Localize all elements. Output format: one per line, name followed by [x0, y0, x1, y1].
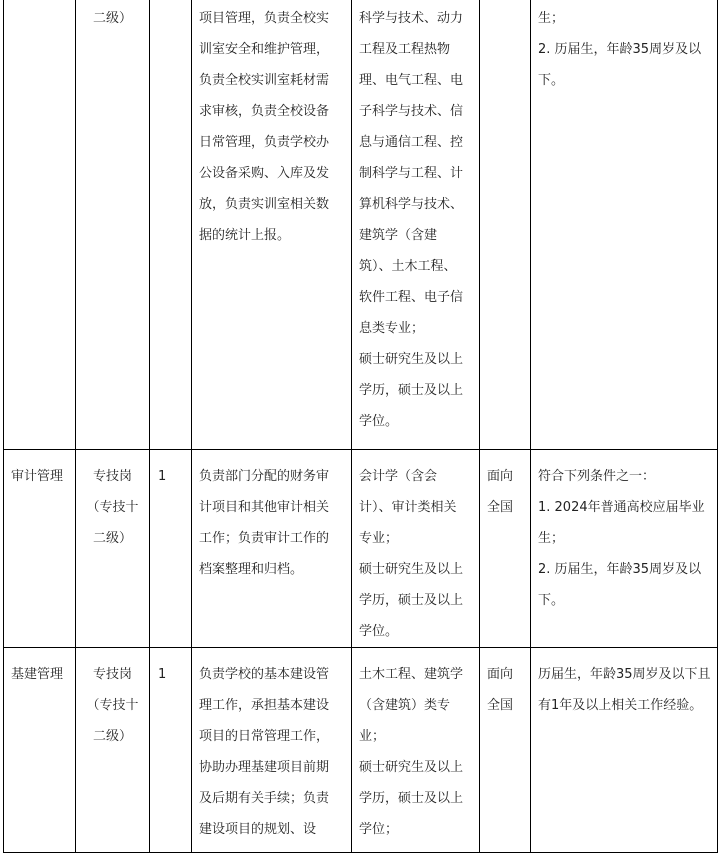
- cell-text-line: 会计学（含会: [359, 469, 438, 484]
- table-row: [4, 0, 718, 450]
- cell-text-line: 项目管理，负责全校实: [199, 11, 330, 26]
- cell-text-line: 2. 历届生，年龄35周岁及以: [538, 42, 702, 57]
- cell-text-line: 业；: [359, 729, 386, 744]
- cell-text-line: 日常管理，负责学校办: [199, 135, 330, 150]
- cell-text-line: 硕士研究生及以上: [359, 760, 464, 775]
- recruitment-scope-cell: [480, 648, 531, 853]
- recruitment-scope-cell: [480, 0, 531, 450]
- cell-text-line: 生；: [538, 531, 565, 546]
- cell-text-line: 面向: [487, 469, 514, 484]
- cell-text-line: 全国: [487, 698, 514, 713]
- cell-text-line: 历届生，年龄35周岁及以下且有1年及以上相关工作经验。: [538, 667, 711, 713]
- position-type-cell: [76, 648, 150, 853]
- major-requirement-cell: [352, 648, 480, 853]
- recruitment-table: [3, 0, 718, 853]
- cell-text-line: 学位。: [359, 624, 399, 639]
- job-duties-cell: [192, 450, 352, 648]
- table-row: [4, 648, 718, 853]
- cell-text-line: 计）、审计类相关: [359, 500, 457, 515]
- cell-text-line: 生；: [538, 11, 565, 26]
- cell-text-line: 及后期有关手续；负责: [199, 791, 330, 806]
- cell-text-line: 1. 2024年普通高校应届毕业: [538, 500, 705, 515]
- cell-text: 1: [158, 667, 167, 682]
- cell-text-line: 专技岗: [92, 469, 132, 484]
- headcount-cell: [150, 450, 192, 648]
- position-type-cell: [76, 0, 150, 450]
- cell-text-line: 学位；: [359, 822, 399, 837]
- cell-text-line: 子科学与技术、信: [359, 104, 464, 119]
- cell-text-line: 2. 历届生，年龄35周岁及以: [538, 562, 702, 577]
- cell-text-line: 硕士研究生及以上: [359, 562, 464, 577]
- department-cell: [4, 0, 76, 450]
- cell-text-line: 理工作，承担基本建设: [199, 698, 330, 713]
- cell-text-line: 基建管理: [11, 667, 64, 682]
- job-duties-cell: [192, 0, 352, 450]
- cell-text-line: 科学与技术、动力: [359, 11, 464, 26]
- cell-text-line: 建筑学（含建: [359, 228, 438, 243]
- cell-text-line: 面向: [487, 667, 514, 682]
- department-cell: [4, 450, 76, 648]
- cell-text-line: 专技岗: [92, 667, 132, 682]
- cell-text-line: 负责全校实训室耗材需: [199, 73, 330, 88]
- cell-text-line: 下。: [538, 593, 565, 608]
- cell-text-line: 学历，硕士及以上: [359, 593, 464, 608]
- cell-text-line: （专技十: [86, 698, 139, 713]
- major-requirement-cell: [352, 450, 480, 648]
- cell-text-line: 建设项目的规划、设: [199, 822, 317, 837]
- recruitment-scope-cell: [480, 450, 531, 648]
- cell-text-line: 符合下列条件之一：: [538, 469, 656, 484]
- cell-text-line: 硕士研究生及以上: [359, 352, 464, 367]
- cell-text-line: 放，负责实训室相关数: [199, 197, 330, 212]
- other-conditions-cell: [531, 450, 718, 648]
- cell-text-line: （含建筑）类专: [359, 698, 451, 713]
- table-row: [4, 450, 718, 648]
- cell-text-line: 二级）: [92, 729, 132, 744]
- cell-text-line: 理、电气工程、电: [359, 73, 464, 88]
- major-requirement-cell: [352, 0, 480, 450]
- cell-text-line: 筑）、土木工程、: [359, 259, 457, 274]
- cell-text-line: 负责部门分配的财务审: [199, 469, 330, 484]
- cell-text-line: 全国: [487, 500, 514, 515]
- cell-text-line: 学位。: [359, 414, 399, 429]
- cell-text-line: 学历，硕士及以上: [359, 791, 464, 806]
- cell-text-line: 计项目和其他审计相关: [199, 500, 330, 515]
- cell-text-line: 求审核，负责全校设备: [199, 104, 330, 119]
- cell-text-line: 制科学与工程、计: [359, 166, 464, 181]
- cell-text-line: 专业；: [359, 531, 399, 546]
- cell-text-line: 据的统计上报。: [199, 228, 291, 243]
- cell-text-line: 公设备采购、入库及发: [199, 166, 330, 181]
- cell-text-line: 息与通信工程、控: [359, 135, 464, 150]
- other-conditions-cell: [531, 648, 718, 853]
- cell-text-line: 软件工程、电子信: [359, 290, 464, 305]
- cell-text-line: （专技十: [86, 500, 139, 515]
- cell-text-line: 工作；负责审计工作的: [199, 531, 330, 546]
- cell-text-line: 二级）: [92, 531, 132, 546]
- job-duties-cell: [192, 648, 352, 853]
- position-type-cell: [76, 450, 150, 648]
- cell-text-line: 下。: [538, 73, 565, 88]
- cell-text-line: 工程及工程热物: [359, 42, 451, 57]
- cell-text-line: 训室安全和维护管理，: [199, 42, 330, 57]
- cell-text-line: 审计管理: [11, 469, 64, 484]
- cell-text-line: 项目的日常管理工作，: [199, 729, 330, 744]
- cell-text-line: 二级）: [92, 11, 132, 26]
- department-cell: [4, 648, 76, 853]
- cell-text-line: 息类专业；: [359, 321, 425, 336]
- cell-text-line: 协助办理基建项目前期: [199, 760, 330, 775]
- headcount-cell: [150, 648, 192, 853]
- cell-text-line: 负责学校的基本建设管: [199, 667, 330, 682]
- cell-text-line: 学历，硕士及以上: [359, 383, 464, 398]
- cell-text-line: 算机科学与技术、: [359, 197, 464, 212]
- other-conditions-cell: [531, 0, 718, 450]
- headcount-cell: [150, 0, 192, 450]
- cell-text: 1: [158, 469, 167, 484]
- cell-text-line: 档案整理和归档。: [199, 562, 304, 577]
- cell-text-line: 土木工程、建筑学: [359, 667, 464, 682]
